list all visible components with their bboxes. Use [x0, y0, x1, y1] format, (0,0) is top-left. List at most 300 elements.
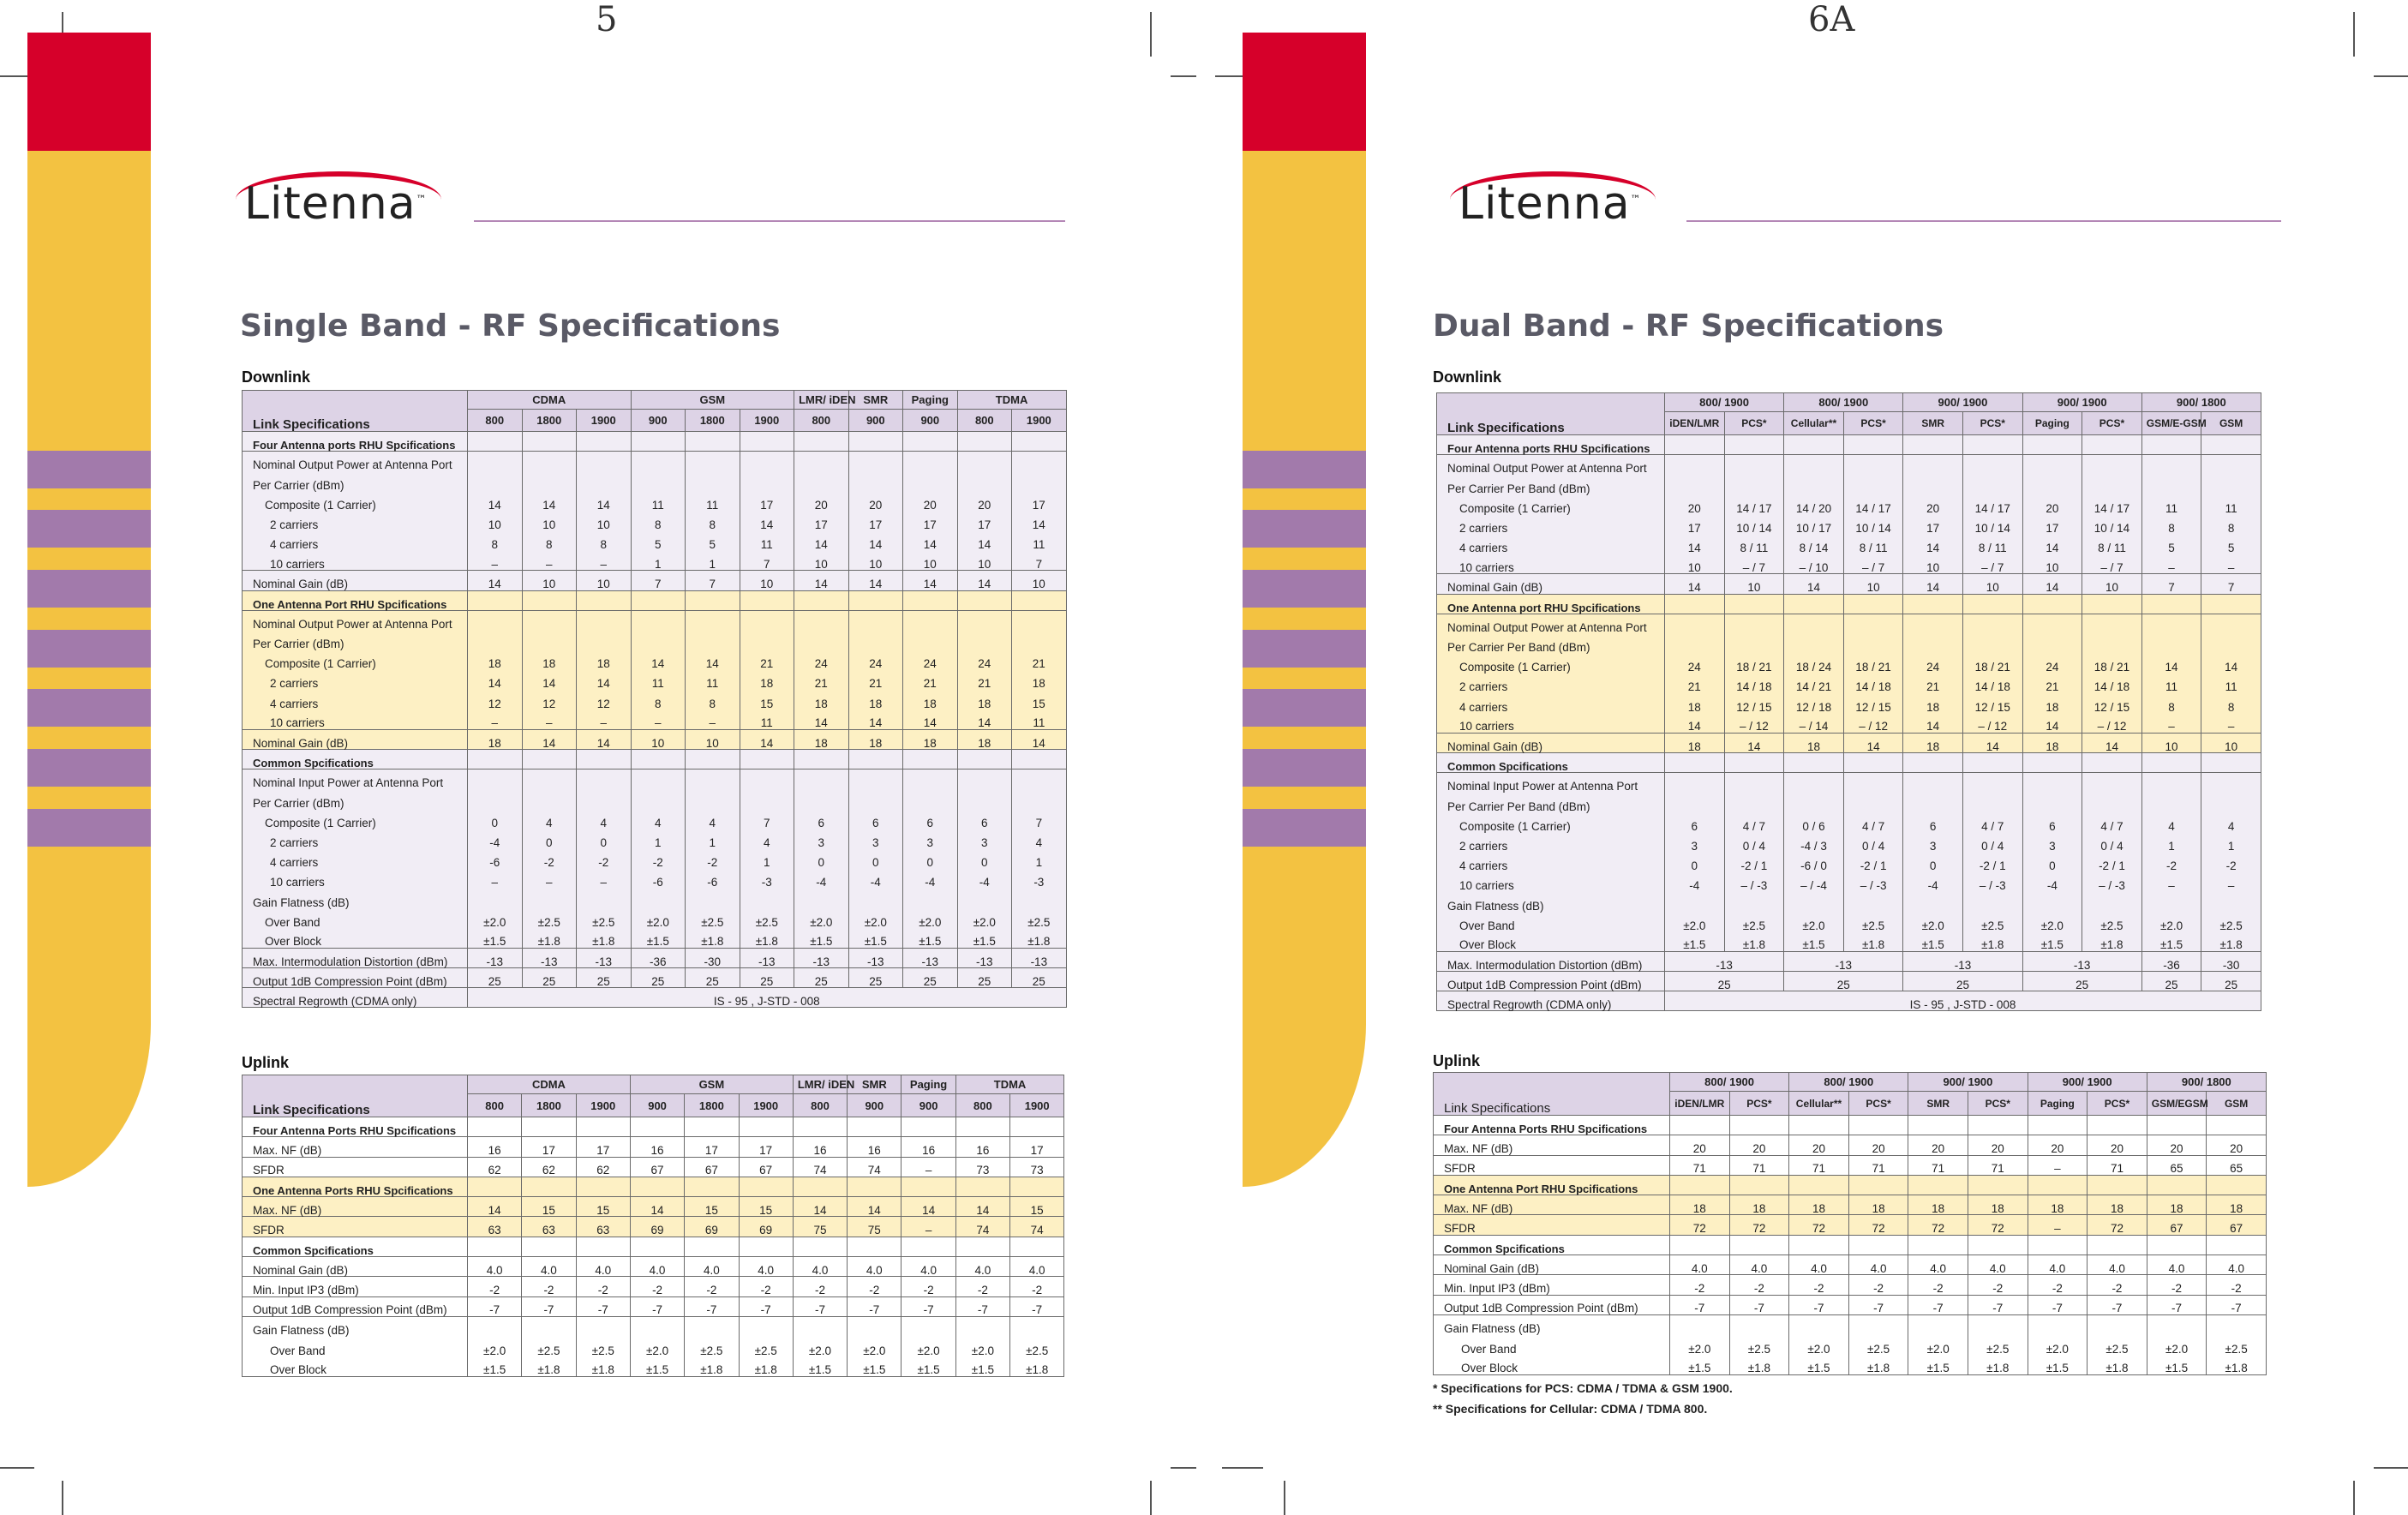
crop-mark [1284, 1481, 1285, 1515]
spec-value: 18 [957, 690, 1012, 710]
spec-value: ±1.5 [957, 928, 1012, 948]
section-header-row [1434, 1175, 2267, 1195]
spec-label: Max. NF (dB) [1434, 1195, 1670, 1215]
spec-value [1843, 455, 1903, 475]
spec-value: 18 / 24 [1784, 654, 1844, 674]
spec-value: ±1.8 [686, 928, 740, 948]
empty-cell [1848, 1116, 1908, 1135]
spec-value: 11 [2201, 674, 2261, 693]
spec-label: Nominal Input Power at Antenna Port [243, 769, 468, 789]
empty-cell [2207, 1175, 2267, 1195]
spec-value: 18 [2028, 1195, 2088, 1215]
spec-value: 1 [631, 551, 686, 571]
spec-value: – [468, 710, 523, 729]
spec-value: 7 [2141, 574, 2201, 594]
spec-value: 4.0 [848, 1257, 902, 1277]
section-header-row [243, 750, 1067, 769]
empty-cell [903, 432, 958, 452]
spec-value: ±1.5 [468, 1356, 522, 1376]
spec-value: 4 / 7 [1843, 812, 1903, 832]
spec-value [2201, 793, 2261, 812]
spec-value [631, 630, 686, 650]
spec-value [1012, 889, 1067, 908]
empty-cell [2082, 594, 2142, 614]
spec-value: -7 [522, 1296, 576, 1316]
empty-cell [1012, 590, 1067, 610]
spec-value: 18 [1789, 1195, 1849, 1215]
empty-cell [1784, 753, 1844, 773]
spec-value: -2 [955, 1277, 1009, 1296]
spec-value: 12 [577, 690, 632, 710]
spec-value: -2 [685, 1277, 739, 1296]
empty-cell [1968, 1235, 2028, 1255]
spec-value: 10 / 14 [1843, 514, 1903, 534]
spec-value: ±2.0 [2022, 912, 2082, 931]
spec-value: -7 [1848, 1295, 1908, 1314]
spec-value: 20 [1968, 1135, 2028, 1155]
spec-value: ±1.8 [740, 928, 794, 948]
spec-value [1903, 773, 1963, 793]
spec-value: 25 [903, 968, 958, 988]
spec-value: 71 [1908, 1155, 1968, 1175]
spec-value: – / -3 [1962, 872, 2022, 892]
spec-value [631, 769, 686, 789]
spec-row [1437, 892, 2261, 912]
spec-value [848, 1316, 902, 1336]
crop-mark [62, 1481, 63, 1515]
spec-label: Nominal Gain (dB) [1434, 1255, 1670, 1275]
spec-value: 25 [740, 968, 794, 988]
frequency-column-header: PCS* [2082, 412, 2142, 435]
spec-value: -7 [1789, 1295, 1849, 1314]
spec-value: – [2141, 554, 2201, 574]
spec-value [630, 1316, 684, 1336]
crop-mark [1171, 1467, 1196, 1469]
section-title: One Antenna Ports RHU Spcifications [243, 1177, 468, 1196]
frequency-column-header: 1800 [522, 410, 577, 432]
frequency-column-header: 900 [631, 410, 686, 432]
spec-label: Nominal Output Power at Antenna Port [243, 452, 468, 471]
spec-value: 14 / 18 [1724, 674, 1784, 693]
spec-value: ±2.0 [631, 908, 686, 928]
spec-value: -13 [522, 948, 577, 967]
spec-value: IS - 95 , J-STD - 008 [468, 988, 1067, 1008]
spec-value: -6 [468, 848, 523, 868]
spec-value: -36 [2141, 951, 2201, 971]
spec-value [794, 630, 849, 650]
strip-purple-band [27, 689, 151, 727]
group-header-row [243, 391, 1067, 410]
spec-value: 71 [1968, 1155, 2028, 1175]
band-group-header: 900/ 1900 [1908, 1073, 2028, 1092]
spec-value: 71 [1729, 1155, 1789, 1175]
spec-value [1843, 633, 1903, 653]
spec-value: 4 [1012, 829, 1067, 848]
spec-row [243, 710, 1067, 729]
spec-value: -2 [1670, 1275, 1730, 1295]
spec-row [1437, 872, 2261, 892]
spec-label: Over Block [1434, 1355, 1670, 1374]
empty-cell [848, 1177, 902, 1196]
spec-value: 4.0 [1789, 1255, 1849, 1275]
spec-value: 14 [2022, 713, 2082, 733]
empty-cell [630, 1117, 684, 1137]
spec-value [1012, 630, 1067, 650]
frequency-column-header: iDEN/LMR [1670, 1092, 1730, 1116]
empty-cell [1843, 753, 1903, 773]
spec-value [1724, 475, 1784, 494]
spec-value: 18 [1012, 670, 1067, 690]
spec-value [1784, 614, 1844, 633]
spec-value [955, 1316, 1009, 1336]
crop-mark [2353, 1481, 2355, 1515]
spec-value: ±1.8 [1848, 1355, 1908, 1374]
empty-cell [1789, 1175, 1849, 1195]
label-column-header: Link Specifications [243, 1075, 468, 1117]
spec-value: 20 [2088, 1135, 2147, 1155]
spec-value: – / 12 [1724, 713, 1784, 733]
spec-value: 69 [739, 1217, 793, 1237]
spec-value [2141, 892, 2201, 912]
spec-value: 1 [1012, 848, 1067, 868]
spec-value [2201, 475, 2261, 494]
spec-label: Composite (1 Carrier) [1437, 812, 1665, 832]
spec-row [1437, 693, 2261, 713]
spec-value: – [468, 551, 523, 571]
spec-value: ±1.5 [1908, 1355, 1968, 1374]
section-title: One Antenna Port RHU Spcifications [243, 590, 468, 610]
spec-label: Over Block [243, 928, 468, 948]
band-group-header: GSM [630, 1075, 793, 1094]
spec-value [2147, 1314, 2207, 1334]
spec-value [794, 769, 849, 789]
spec-value: 72 [1789, 1215, 1849, 1235]
spec-label: Per Carrier Per Band (dBm) [1437, 633, 1665, 653]
spec-value [848, 610, 903, 630]
band-group-header: TDMA [955, 1075, 1064, 1094]
spec-value: 25 [2201, 972, 2261, 991]
spec-value: ±1.5 [631, 928, 686, 948]
spec-value: 8 [577, 530, 632, 550]
spec-value: – [686, 710, 740, 729]
spec-row [1437, 514, 2261, 534]
spec-value: ±1.8 [1010, 1356, 1064, 1376]
spec-value: 4.0 [2088, 1255, 2147, 1275]
spec-value: – [2028, 1215, 2088, 1235]
spec-value: 11 [686, 670, 740, 690]
spec-value: 14 / 21 [1784, 674, 1844, 693]
crop-mark [1150, 12, 1152, 57]
spec-row [1437, 912, 2261, 931]
spec-value: 20 [1848, 1135, 1908, 1155]
empty-cell [1670, 1175, 1730, 1195]
spec-value: 71 [1670, 1155, 1730, 1175]
spec-value: -7 [685, 1296, 739, 1316]
spec-value [1968, 1314, 2028, 1334]
spec-value: ±2.0 [2028, 1335, 2088, 1355]
spec-value: – / 12 [2082, 713, 2142, 733]
spec-value [957, 630, 1012, 650]
spec-value: 20 [1729, 1135, 1789, 1155]
spec-value: 21 [1665, 674, 1725, 693]
spec-value: 3 [1665, 832, 1725, 852]
spec-value [1012, 471, 1067, 491]
frequency-column-header: 900 [848, 410, 903, 432]
spec-label: Gain Flatness (dB) [1434, 1314, 1670, 1334]
spec-value: 11 [2141, 494, 2201, 514]
spec-value: 14 [740, 511, 794, 530]
spec-value [740, 789, 794, 809]
spec-row [1437, 475, 2261, 494]
empty-cell [576, 1117, 630, 1137]
empty-cell [468, 432, 523, 452]
empty-cell [1729, 1175, 1789, 1195]
spec-value: 7 [740, 809, 794, 829]
spec-value: -2 [1968, 1275, 2028, 1295]
spec-value: 14 [794, 571, 849, 590]
spec-value: ±2.0 [2141, 912, 2201, 931]
spec-value [2082, 773, 2142, 793]
spec-value: ±1.8 [2088, 1355, 2147, 1374]
spec-value: 4 / 7 [2082, 812, 2142, 832]
empty-cell [685, 1237, 739, 1256]
spec-value: 5 [686, 530, 740, 550]
strip-purple-band [1243, 570, 1366, 608]
spec-value: 1 [2141, 832, 2201, 852]
spec-value: 8 / 11 [2082, 534, 2142, 554]
spec-value [1665, 892, 1725, 912]
spec-value: -13 [1784, 951, 1903, 971]
spec-value: 14 [522, 491, 577, 511]
spec-value: ±2.5 [1724, 912, 1784, 931]
section-title: Common Spcifications [1434, 1235, 1670, 1255]
empty-cell [739, 1117, 793, 1137]
spec-label: Nominal Gain (dB) [1437, 574, 1665, 594]
empty-cell [2088, 1116, 2147, 1135]
spec-value: 14 [2201, 654, 2261, 674]
spec-value: 18 [2022, 693, 2082, 713]
spec-value [577, 769, 632, 789]
header-rule [474, 220, 1065, 222]
spec-label: Min. Input IP3 (dBm) [243, 1277, 468, 1296]
empty-cell [957, 750, 1012, 769]
spec-value: -2 [576, 1277, 630, 1296]
spec-value: 10 [686, 729, 740, 749]
spec-value: – [631, 710, 686, 729]
spec-value: 14 [686, 650, 740, 670]
spec-value: 10 [2082, 574, 2142, 594]
spec-value: ±2.5 [1962, 912, 2022, 931]
spec-row [1437, 633, 2261, 653]
spec-value [577, 889, 632, 908]
spec-value: 14 [468, 670, 523, 690]
spec-value: ±1.8 [739, 1356, 793, 1376]
spec-value [903, 630, 958, 650]
frequency-column-header: Cellular** [1784, 412, 1844, 435]
spec-value: ±2.0 [1665, 912, 1725, 931]
spec-row [243, 471, 1067, 491]
spec-value: ±2.5 [2082, 912, 2142, 931]
band-group-header: 800/ 1900 [1784, 393, 1903, 412]
spec-value: 14 / 18 [1843, 674, 1903, 693]
frequency-column-header: SMR [1903, 412, 1963, 435]
spec-value: -2 [631, 848, 686, 868]
spec-value: ±1.5 [902, 1356, 955, 1376]
spec-value [1665, 633, 1725, 653]
spec-value: 14 [848, 710, 903, 729]
empty-cell [577, 750, 632, 769]
spec-value [794, 889, 849, 908]
spec-value: -7 [1670, 1295, 1730, 1314]
spec-row [1434, 1295, 2267, 1314]
group-header-row [243, 1075, 1064, 1094]
spec-value: 20 [2147, 1135, 2207, 1155]
empty-cell [1729, 1235, 1789, 1255]
spec-label: 4 carriers [243, 530, 468, 550]
spec-value: ±2.5 [1848, 1335, 1908, 1355]
spec-label: Max. Intermodulation Distortion (dBm) [1437, 951, 1665, 971]
strip-purple-band [27, 749, 151, 787]
spec-label: Composite (1 Carrier) [243, 491, 468, 511]
section-title: Four Antenna ports RHU Spcifications [1437, 435, 1665, 455]
spec-value [1903, 475, 1963, 494]
band-group-header: 800/ 1900 [1789, 1073, 1908, 1092]
spec-value: ±2.5 [739, 1337, 793, 1356]
empty-cell [1784, 435, 1844, 455]
spec-value: 24 [957, 650, 1012, 670]
spec-label: Per Carrier (dBm) [243, 630, 468, 650]
spec-value: 8 [2141, 693, 2201, 713]
spec-value: ±2.5 [1012, 908, 1067, 928]
spec-value [1665, 793, 1725, 812]
label-column-header: Link Specifications [243, 391, 468, 432]
spec-value: -7 [1908, 1295, 1968, 1314]
spec-value: 0 [794, 848, 849, 868]
frequency-column-header: 1800 [522, 1094, 576, 1117]
spec-row [1437, 614, 2261, 633]
spec-value: 16 [902, 1137, 955, 1157]
spec-value: 4 [686, 809, 740, 829]
empty-cell [522, 432, 577, 452]
header-rule [1686, 220, 2281, 222]
spec-value: – [522, 551, 577, 571]
spec-value [631, 471, 686, 491]
band-group-header: 900/ 1800 [2141, 393, 2261, 412]
frequency-column-header: 1900 [577, 410, 632, 432]
empty-cell [1012, 750, 1067, 769]
spec-row [243, 690, 1067, 710]
spec-value [903, 889, 958, 908]
spec-value [686, 452, 740, 471]
spec-value: -4 [1903, 872, 1963, 892]
spec-value: 15 [1012, 690, 1067, 710]
spec-value: 10 / 17 [1784, 514, 1844, 534]
spec-value: -4 / 3 [1784, 832, 1844, 852]
spec-value: 11 [2141, 674, 2201, 693]
frequency-column-header: 1900 [739, 1094, 793, 1117]
spec-value [577, 471, 632, 491]
spec-value [522, 452, 577, 471]
spec-value: 67 [685, 1157, 739, 1177]
empty-cell [1010, 1177, 1064, 1196]
spec-value: 4 / 7 [1724, 812, 1784, 832]
empty-cell [577, 590, 632, 610]
spec-row [1434, 1215, 2267, 1235]
spec-value: 11 [631, 670, 686, 690]
spec-value: -2 [2207, 1275, 2267, 1295]
spec-value: -13 [2022, 951, 2141, 971]
empty-cell [2022, 435, 2082, 455]
spec-value [2201, 455, 2261, 475]
frequency-column-header: 900 [903, 410, 958, 432]
spec-value: 12 / 15 [1843, 693, 1903, 713]
spec-value: 12 / 15 [1962, 693, 2022, 713]
empty-cell [576, 1237, 630, 1256]
spec-row [1434, 1135, 2267, 1155]
spec-label: Nominal Output Power at Antenna Port [1437, 455, 1665, 475]
spec-value: 18 [468, 729, 523, 749]
spec-value: -7 [630, 1296, 684, 1316]
spec-row [243, 1356, 1064, 1376]
spec-value: -2 [2141, 852, 2201, 871]
spec-value: -2 [686, 848, 740, 868]
spec-value [686, 789, 740, 809]
spec-value: 18 / 21 [1843, 654, 1903, 674]
spec-value: 11 [686, 491, 740, 511]
spec-value: ±2.0 [957, 908, 1012, 928]
spec-value: ±2.0 [468, 908, 523, 928]
spec-value: 18 [468, 650, 523, 670]
section-header-row [243, 1237, 1064, 1256]
spec-value: -2 [793, 1277, 847, 1296]
spec-value [1784, 455, 1844, 475]
section-title: Four Antenna ports RHU Spcifications [243, 432, 468, 452]
band-group-header: GSM [631, 391, 794, 410]
spec-value [631, 610, 686, 630]
spec-value: ±1.8 [2207, 1355, 2267, 1374]
spec-value: 74 [848, 1157, 902, 1177]
spec-value: 65 [2207, 1155, 2267, 1175]
spec-value: 10 [522, 511, 577, 530]
spec-value: 20 [957, 491, 1012, 511]
section-header-row [1434, 1235, 2267, 1255]
spec-value: 14 [577, 729, 632, 749]
spec-value: – / 14 [1784, 713, 1844, 733]
spec-value: 12 [468, 690, 523, 710]
spec-value [903, 610, 958, 630]
spec-row [243, 1296, 1064, 1316]
spec-value [2022, 892, 2082, 912]
spec-value: 16 [793, 1137, 847, 1157]
empty-cell [902, 1117, 955, 1137]
spec-value: 4.0 [1670, 1255, 1730, 1275]
empty-cell [1670, 1116, 1730, 1135]
spec-value: ±2.0 [1903, 912, 1963, 931]
section-title: One Antenna port RHU Spcifications [1437, 594, 1665, 614]
spec-value: 72 [1968, 1215, 2028, 1235]
spec-value: ±1.8 [2082, 931, 2142, 951]
spec-value: 8 [631, 690, 686, 710]
spec-value: 4.0 [2028, 1255, 2088, 1275]
spec-value: -2 [1729, 1275, 1789, 1295]
spec-value: 14 [1665, 574, 1725, 594]
spec-value: 18 [848, 729, 903, 749]
spec-value: ±2.5 [1843, 912, 1903, 931]
spec-value [2201, 633, 2261, 653]
spec-value [2022, 793, 2082, 812]
spec-value: 15 [740, 690, 794, 710]
spec-value: 10 [577, 511, 632, 530]
